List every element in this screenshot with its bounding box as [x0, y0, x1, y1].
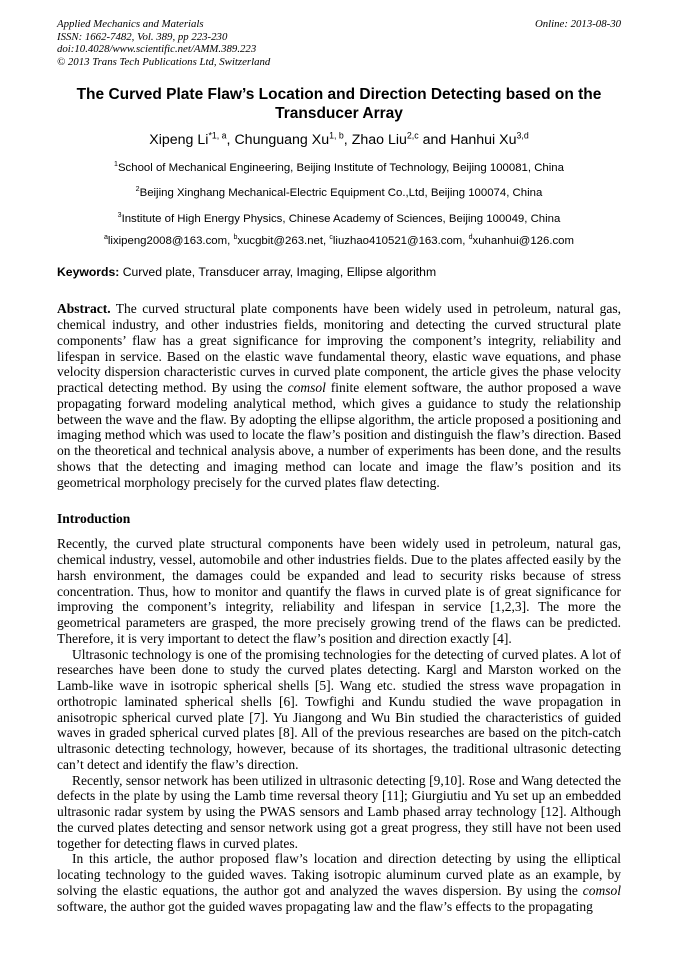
email-superscript: d — [468, 234, 473, 242]
abstract-italic-term: comsol — [287, 380, 326, 396]
author-name: Xipeng Li — [149, 132, 209, 149]
author — [450, 132, 529, 148]
email-address: liuzhao410521@163.com, — [332, 234, 469, 247]
paragraph-text: In this article, the author proposed flaw’s location and direction detecting by using the elliptical locating technology to the guided waves. Taking isotropic aluminum curved plate as an example, by solving the elastic equations, the author got and analyzed the waves dispersion. By using the — [57, 851, 621, 898]
affiliation-superscript: 3 — [117, 212, 122, 220]
affiliation-text: School of Mechanical Engineering, Beijing Institute of Technology, Beijing 100081, China — [117, 161, 564, 174]
online-date: Online: 2013-08-30 — [534, 18, 621, 30]
author — [352, 132, 451, 148]
affiliation-superscript: 1 — [114, 161, 118, 169]
affiliation-text: Institute of High Energy Physics, Chinese Academy of Sciences, Beijing 100049, China — [121, 212, 561, 225]
paragraph-italic-term: comsol — [582, 882, 621, 898]
doi-line: doi:10.4028/www.scientific.net/AMM.389.223 — [57, 43, 257, 56]
author-superscript: 3,d — [516, 130, 529, 141]
publication-info — [57, 18, 270, 68]
email-superscript: c — [329, 234, 333, 242]
abstract-text: The curved structural plate components have been widely used in petroleum, natural gas, chemical industry, and other industries fields, monitoring and detecting the curved structural plate components’ flaw has a great significance for improving the component’s integrity, reliability and lifespan in service. Based on the elastic wave fundamental theory, elastic wave equations, and phase velocity dispersion characteristic curves in curved plate component, the article gives the phase velocity practical detecting method. By using the — [57, 301, 621, 396]
author — [149, 132, 234, 148]
email-superscript: a — [103, 234, 108, 242]
affiliation-line — [57, 187, 621, 200]
abstract-text: finite element software, the author proposed a wave propagating forward modeling analytical method, which gives a guidance to study the relationship between the wave and the flaw. By adopting the ellipse algorithm, the article proposed a positioning and imaging method which was used to locate the flaw’s position and distinguish the flaw’s direction. Based on the theoretical and technical analysis above, a number of experiments has been done, and the results shows that the detecting and imaging method can locate and image the flaw’s position and its geometrical morphology precisely for the curved plates flaw detecting. — [57, 380, 621, 490]
affiliation-line — [57, 213, 621, 226]
email-line — [57, 235, 621, 248]
journal-name: Applied Mechanics and Materials — [57, 18, 204, 30]
introduction-paragraph-3: Recently, sensor network has been utilized in ultrasonic detecting [9,10]. Rose and Wang detected the defects in the plate by using the Lamb time reversal theory [11]; Giurgiutiu and Yu set up an embedded ultrasonic radar system by using the PWAS sensors and Lamb phased array technology [12]. Although the curved plates detecting and sensor network using got a great progress, they still have not been used together for detecting flaws in curved plates. — [57, 772, 621, 851]
copyright-line: © 2013 Trans Tech Publications Ltd, Switzerland — [57, 55, 271, 68]
issn-line: ISSN: 1662-7482, Vol. 389, pp 223-230 — [57, 30, 228, 43]
author-superscript: 1, b — [329, 130, 344, 141]
abstract-paragraph — [57, 301, 621, 490]
author-separator: , — [343, 132, 352, 149]
keywords-line — [57, 265, 621, 280]
paper-title: The Curved Plate Flaw’s Location and Direction Detecting based on the Transducer Array — [76, 86, 602, 123]
author-superscript: 2,c — [406, 130, 419, 141]
introduction-paragraph-2: Ultrasonic technology is one of the promising technologies for the detecting of curved plates. A lot of researches have been done to study the curved plates detecting. Kargl and Marston worked on the Lamb-like wave in isotropic spherical shells [5]. Wang etc. studied the stress wave propagation in orthotropic laminated spherical shells [6]. Towfighi and Kundu studied the wave propagation in anisotropic spherical curved plate [7]. Yu Jiangong and Wu Bin studied the characteristics of guided waves in graded spherical curved plates [8]. All of the previous researches are based on the pitch-catch ultrasonic detecting technology, however, because of its shortages, the traditional ultrasonic detecting can’t detect and identify the flaw’s direction. — [57, 646, 621, 772]
email-address: lixipeng2008@163.com, — [107, 234, 234, 247]
author-name: Hanhui Xu — [450, 132, 517, 149]
author-separator: and — [418, 132, 451, 149]
publication-header — [57, 18, 621, 68]
email-address: xucgbit@263.net, — [237, 234, 330, 247]
author-line — [57, 132, 621, 149]
affiliation-text: Beijing Xinghang Mechanical-Electric Equipment Co.,Ltd, Beijing 100074, China — [139, 187, 543, 200]
keywords-text: Curved plate, Transducer array, Imaging, Ellipse algorithm — [119, 264, 437, 279]
author-name: Zhao Liu — [351, 132, 407, 149]
introduction-paragraph-1: Recently, the curved plate structural components have been widely used in petroleum, natural gas, chemical industry, vessel, automobile and other industries fields. Due to the plates affected easily by the harsh environment, the damages could be expanded and lead to security risks because of stress concentration. Thus, how to monitor and quantify the flaws in curved plate is of great significance for improving the component’s integrity, reliability and lifespan in service [1,2,3]. The more the geometrical parameters are grasped, the more precisely growing trend of the flaws can be predicted. Therefore, it is very important to detect the flaw’s position and direction exactly [4]. — [57, 536, 621, 646]
author — [234, 132, 351, 148]
author-superscript: *1, a — [208, 130, 227, 141]
author-separator: , — [226, 132, 235, 149]
section-heading-introduction: Introduction — [57, 511, 131, 527]
author-name: Chunguang Xu — [234, 132, 330, 149]
introduction-paragraph-4 — [57, 851, 621, 914]
paragraph-text: software, the author got the guided waves propagating law and the flaw’s effects to the propagating — [57, 898, 593, 914]
keywords-label: Keywords: — [57, 264, 120, 279]
email-address: xuhanhui@126.com — [472, 234, 575, 247]
affiliation-line — [57, 162, 621, 175]
abstract-label: Abstract. — [57, 301, 111, 317]
email-superscript: b — [233, 234, 238, 242]
affiliation-superscript: 2 — [135, 186, 140, 194]
